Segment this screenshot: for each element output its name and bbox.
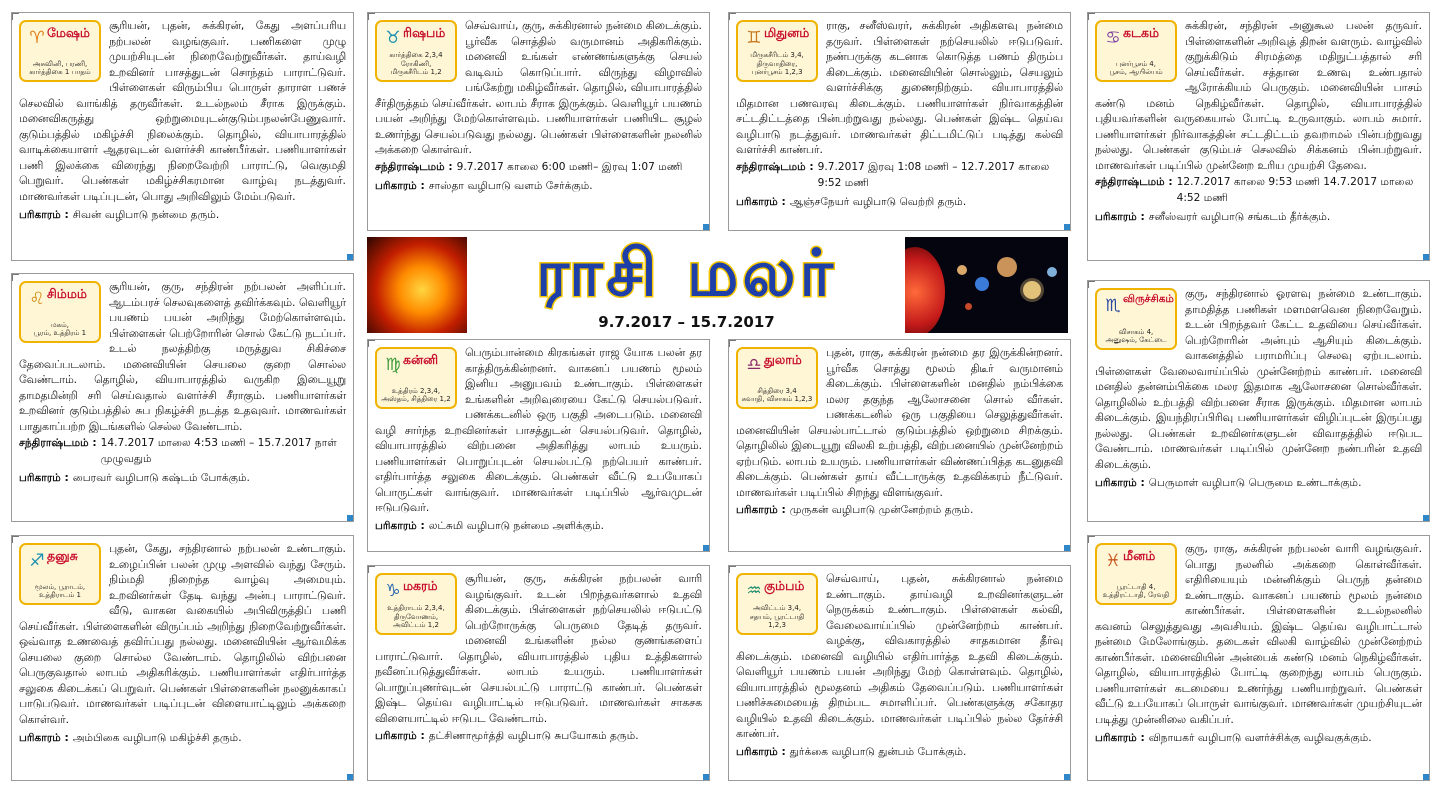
parigaram-value: பெருமாள் வழிபாடு பெருமை உண்டாக்கும். xyxy=(1148,476,1362,489)
planet-icon xyxy=(975,277,989,291)
horoscope-text: செவ்வாய், புதன், சுக்கிரனால் நன்மை உண்டாகும். தாய்வழி உறவினர்களுடன் நெருக்கம் உண்டாகும். பிள்ளைகள் கல்வி, வேலைவாய்ப்பில் முன்னேற்றம் காண்பர். வழக்கு, விவகாரத்தில் சாதகமான தீர்வு கிடைக்கும். மனைவி வழியில் எதிர்பார்த்த உதவி கிடைக்கும். வெளியூர் பயணம் பயன் அறிந்து மேற் கொள்ளவும். தொழில், வியாபாரத்தில் மூலதனம் அதிகம் தேவைப்படும். பணியாளர்கள் பணிச்சுமையைத் திறம்பட சமாளிப்பர். பெண்களுக்கு சகோதர வழியில் உதவி கிடைக்கும். மாணவர்கள் படிப்பில் நல்ல தேர்ச்சி காண்பர். xyxy=(736,572,1063,741)
sign-badge xyxy=(1095,543,1177,605)
sign-stars: கார்த்திகை 2,3,4 ரோகிணி, மிருகசீரிடம் 1,2 xyxy=(389,50,443,77)
sign-name: விருச்சிகம் xyxy=(1123,293,1174,305)
parigaram-label: பரிகாரம் : xyxy=(736,746,786,759)
sign-stars: மகம், பூரம், உத்திரம் 1 xyxy=(33,320,87,338)
sign-name: சிம்மம் xyxy=(47,286,87,301)
parigaram-value: அம்பிகை வழிபாடு மகிழ்ச்சி தரும். xyxy=(72,731,242,744)
chandrashtamam-value: 14.7.2017 மாலை 4:53 மணி – 15.7.2017 நாள் முழுவதும் xyxy=(100,437,337,466)
sign-stars: அசுவினி, பரணி, கார்த்திகை 1 பாதம் xyxy=(29,59,91,77)
solar-system-image xyxy=(905,237,1068,333)
horoscope-text: ராகு, சனீஸ்வரர், சுக்கிரன் அதிகளவு நன்மை தருவர். பிள்ளைகள் நற்செயலில் ஈடுபடுவர். நண்பருக்கு கடனாக கொடுத்த பணம் திரும்ப கிடைக்கும். மனைவியின் சொல்லும், செயலும் வளர்ச்சிக்கு துணைநிற்கும். வியாபாரத்தில் மிதமான பணவரவு கிடைக்கும். பணியாளர்கள் நிர்வாகத்தின் சட்டதிட்டத்தை பின்பற்றுவது நல்லது. பெண்கள் இஷ்ட தெய்வ வழிபாடு நடத்துவர். மாணவர்கள் திட்டமிட்டுப் படித்து கல்வி வளர்ச்சி காண்பர். xyxy=(736,19,1063,157)
sign-card-mithunam xyxy=(728,12,1071,231)
chandrashtamam-row xyxy=(375,160,702,176)
parigaram-row xyxy=(375,519,702,535)
sign-stars: புனர்பூசம் 4, பூசம், ஆயில்யம் xyxy=(1109,59,1163,77)
scorpion-icon: ♏ xyxy=(1105,295,1121,316)
parigaram-value: பைரவர் வழிபாடு கஷ்டம் போக்கும். xyxy=(72,472,250,485)
sign-badge xyxy=(736,347,818,409)
sign-badge xyxy=(19,20,101,82)
sign-badge xyxy=(19,281,101,343)
parigaram-value: முருகன் வழிபாடு முன்னேற்றம் தரும். xyxy=(789,504,974,517)
parigaram-value: தட்சிணாமூர்த்தி வழிபாடு சுபயோகம் தரும். xyxy=(428,730,639,743)
sign-stars: மிருகசீரிடம் 3,4, திருவாதிரை, புனர்பூசம் 1,2,3 xyxy=(750,50,804,77)
planet-icon xyxy=(1047,267,1057,277)
water-bearer-icon: ♒ xyxy=(746,580,762,601)
sun-icon xyxy=(905,247,945,333)
horoscope-text: சூரியன், குரு, சுக்கிரன் நற்பலன் வாரி வழங்குவர். உடன் பிறந்தவர்களால் உதவி கிடைக்கும். பிள்ளைகள் நற்செயலில் ஈடுபட்டு பெற்றோருக்கு பெருமை தேடித் தருவர். மனைவி உங்களின் நல்ல குணங்களைப் பாராட்டுவார். தொழில், வியாபாரத்தில் புதிய உத்திகளால் நவீனப்படுத்துவீர்கள். லாபம் உயரும். பணியாளர்கள் பொறுப்புணர்வுடன் செயல்பட்டு பாராட்டு காண்பர். பெண்கள் இஷ்ட தெய்வ வழிபாட்டில் ஈடுபடுவர். மாணவர்கள் சாகசக விளையாட்டில் ஈடுபட வேண்டாம். xyxy=(375,572,702,725)
twins-icon: ♊ xyxy=(746,27,762,48)
sign-card-magaram xyxy=(367,565,710,781)
chandrashtamam-label: சந்திராஷ்டமம் : xyxy=(1095,176,1173,189)
crab-icon: ♋ xyxy=(1105,27,1121,48)
sign-card-thulam xyxy=(728,339,1071,552)
sun-flare-image xyxy=(367,237,467,333)
lion-icon: ♌ xyxy=(29,288,45,309)
parigaram-row xyxy=(736,745,1063,761)
horoscope-text: குரு, ராகு, சுக்கிரன் நற்பலன் வாரி வழங்குவர். பொது நலனில் அக்கறை கொள்வீர்கள். எதிரியையும் மன்னிக்கும் பெருந் தன்மை உண்டாகும். வாகனப் பயணம் மூலம் நன்மை காண்பீர்கள். பிள்ளைகளின் உடல்நலனில் கவனம் செலுத்துவது அவசியம். இஷ்ட தெய்வ வழிபாட்டால் நன்மை மேலோங்கும். தடைகள் விலகி வாழ்வில் முன்னேற்றம் காண்பீர்கள். மனைவியின் அன்பைக் கண்டு மனம் நெகிழ்வீர்கள். தொழில், வியாபாரத்தில் போட்டி குறைந்து லாபம் பெருகும். பணியாளர்கள் கடமையை உணர்ந்து பணியாற்றுவர். பெண்கள் வீட்டு உபயோகப் பொருள் வாங்குவர். மாணவர்கள் முயற்சியுடன் படித்து முன்னிலை வகிப்பர். xyxy=(1095,542,1422,727)
sign-badge xyxy=(19,543,101,605)
parigaram-label: பரிகாரம் : xyxy=(19,731,69,744)
sign-card-simmam xyxy=(11,273,354,522)
sign-name: ரிஷபம் xyxy=(403,25,446,40)
parigaram-label: பரிகாரம் : xyxy=(1095,211,1145,224)
parigaram-row xyxy=(375,729,702,745)
scales-icon: ♎ xyxy=(746,354,762,375)
parigaram-value: சிவன் வழிபாடு நன்மை தரும். xyxy=(72,208,220,221)
sign-stars: விசாகம் 4, அனுஷம், கேட்டை xyxy=(1105,327,1167,345)
horoscope-text: சூரியன், புதன், சுக்கிரன், கேது அளப்பரிய நற்பலன் வழங்குவர். பணிகளை முழு முயற்சியுடன் நிறைவேற்றுவீர்கள். தாய்வழி உறவினர் பாசத்துடன் சொந்தம் பாராட்டுவர். பிள்ளைகள் விரும்பிய பொருள் தாராள பணச் செலவில் வாங்கித் தருவீர்கள். உடல்நலம் சீராக இருக்கும். மனைவிகருத்து ஒற்றுமையுடன்குடும்பநலன்பேணுவார். குடும்பத்தில் மகிழ்ச்சி நிலைக்கும். தொழில், வியாபாரத்தில் வாடிக்கையாளர் ஆதரவுடன் வளர்ச்சி காண்பீர்கள். பணியாளர்கள் பணி இலக்கை விரைந்து நிறைவேற்றி பாராட்டு, வெகுமதி பெறுவர். பெண்கள் மகிழ்ச்சிகரமான வாழ்வு நடத்துவர். மாணவர்கள் படிப்புடன், பொது அறிவிலும் மேம்படுவர். xyxy=(19,19,346,204)
sign-card-dhanusu xyxy=(11,535,354,781)
chandrashtamam-value: 9.7.2017 காலை 6:00 மணி– இரவு 1:07 மணி xyxy=(456,160,683,173)
parigaram-row xyxy=(19,208,346,224)
sign-stars: உத்திராடம் 2,3,4, திருவோணம், அவிட்டம் 1,2 xyxy=(387,603,445,630)
sign-stars: பூரட்டாதி 4, உத்திரட்டாதி, ரேவதி xyxy=(1102,582,1170,600)
sign-card-kadagam xyxy=(1087,12,1430,261)
parigaram-label: பரிகாரம் : xyxy=(1095,476,1145,489)
parigaram-value: விநாயகர் வழிபாடு வளர்ச்சிக்கு வழிவகுக்கும். xyxy=(1148,731,1372,744)
sign-card-mesham xyxy=(11,12,354,261)
parigaram-value: சனீஸ்வரர் வழிபாடு சங்கடம் தீர்க்கும். xyxy=(1148,211,1331,224)
parigaram-row xyxy=(375,179,702,195)
parigaram-row xyxy=(1095,476,1422,492)
sign-stars: அவிட்டம் 3,4, சதயம், பூரட்டாதி 1,2,3 xyxy=(749,603,805,630)
goat-icon: ♑ xyxy=(385,580,401,601)
maiden-icon: ♍ xyxy=(385,354,401,375)
sign-stars: சித்திரை 3,4 சுவாதி, விசாகம் 1,2,3 xyxy=(741,386,813,404)
sign-name: துலாம் xyxy=(764,352,802,367)
sign-card-kumbam xyxy=(728,565,1071,781)
sign-name: கடகம் xyxy=(1123,25,1159,40)
sign-badge xyxy=(736,20,818,82)
parigaram-label: பரிகாரம் : xyxy=(375,730,425,743)
sign-badge xyxy=(736,573,818,635)
horoscope-text: குரு, சந்திரனால் ஓரளவு நன்மை உண்டாகும். தாமதித்த பணிகள் மளமளவென நிறைவேறும். உடன் பிறந்தவர் கேட்ட உதவியை செய்வீர்கள். பெற்றோரின் அன்பும் ஆசியும் கிடைக்கும். வாகனத்தில் பராமரிப்பு செலவு ஏற்படலாம். பிள்ளைகள் வேலைவாய்ப்பில் முன்னேற்றம் காண்பர். மனைவி மனதில் தன்னம்பிக்கை மலர இதமாக ஆலோசனை சொல்வீர்கள். தொழிலில் உற்பத்தி விற்பனை சீராக இருக்கும். மிதமான லாபம் கிடைக்கும். இயந்திரப்பிரிவு பணியாளர்கள் விழிப்புடன் இருப்பது நல்லது. பெண்கள் உறவினர்களுடன் விவாதத்தில் ஈடுபட வேண்டாம். மாணவர்கள் படிப்பில் முன்னேற நண்பரின் உதவி கிடைக்கும். xyxy=(1095,287,1422,472)
banner-title: ராசி மலர் xyxy=(536,237,837,311)
horoscope-text: சூரியன், குரு, சந்திரன் நற்பலன் அளிப்பர். ஆடம்பரச் செலவுகளைத் தவிர்க்கவும். வெளியூர் பயணம் பயன் அறிந்து மேற்கொள்ளவும். பிள்ளைகள் பெற்றோரின் சொல் கேட்டு நடப்பர். உடல் நலத்திற்கு மருத்துவ சிகிச்சை தேவைப்படலாம். மனைவியின் செயலை குறை சொல்ல வேண்டாம். தொழில், வியாபாரத்தில் வருகிற இடையூறு தாமதமின்றி சரி செய்வதால் வளர்ச்சி சீராகும். பணியாளர்கள் உறவினர் குடும்பத்தில் சுப நிகழ்ச்சி நடத்த உதவுவர். மாணவர்கள் பாதுகாப்பற்ற இடங்களில் செல்ல வேண்டாம். xyxy=(19,280,346,433)
parigaram-label: பரிகாரம் : xyxy=(736,504,786,517)
bull-icon: ♉ xyxy=(385,27,401,48)
parigaram-value: ஆஞ்சநேயர் வழிபாடு வெற்றி தரும். xyxy=(789,195,967,208)
parigaram-row xyxy=(19,471,346,487)
parigaram-row xyxy=(1095,210,1422,226)
sign-name: மேஷம் xyxy=(47,25,90,40)
sign-badge xyxy=(375,20,457,82)
parigaram-value: சாஸ்தா வழிபாடு வளம் சேர்க்கும். xyxy=(428,179,593,192)
parigaram-label: பரிகாரம் : xyxy=(736,195,786,208)
parigaram-value: லட்சுமி வழிபாடு நன்மை அளிக்கும். xyxy=(428,520,604,533)
horoscope-text: புதன், ராகு, சுக்கிரன் நன்மை தர இருக்கின்றனர். பூர்வீக சொத்து மூலம் திடீர் வருமானம் கிடைக்கும். பிள்ளைகளின் மனதில் நம்பிக்கை மலர தகுந்த ஆலோசனை சொல் வீர்கள். பணக்கடனில் ஒரு பகுதியை செலுத்துவீர்கள். மனைவியின் செயல்பாட்டால் குடும்பத்தில் ஒற்றுமை சிறக்கும். தொழிலில் இடையூறு விலகி உற்பத்தி, விற்பனையில் முன்னேற்றம் ஏற்படும். லாபம் உயரும். பணியாளர்கள் விண்ணப்பித்த கடனுதவி கிடைக்கும். பெண்கள் தாய் வீட்டாருக்கு உதவிக்கரம் நீட்டுவர். மாணவர்கள் படிப்பில் சிறந்து விளங்குவர். xyxy=(736,346,1063,499)
sign-name: கன்னி xyxy=(403,352,439,367)
chandrashtamam-row xyxy=(19,436,346,468)
chandrashtamam-row xyxy=(736,160,1063,192)
sign-badge xyxy=(375,347,457,409)
rasi-malar-banner xyxy=(367,237,1068,333)
planet-icon xyxy=(997,257,1017,277)
sign-card-rishabam xyxy=(367,12,710,231)
sign-badge xyxy=(375,573,457,635)
horoscope-text: பெரும்பான்மை கிரகங்கள் ராஜ யோக பலன் தர காத்திருக்கின்றனர். வாகனப் பயணம் மூலம் இனிய அனுபவம் உண்டாகும். பிள்ளைகள் உங்களின் அறிவுரையை கேட்டு செயல்படுவர். பணக்கடனில் ஒரு பகுதி அடைபடும். மனைவி வழி சார்ந்த உறவினர்கள் பாசத்துடன் செயல்படுவர். தொழில், வியாபாரத்தில் விற்பனை அதிகரித்து லாபம் உயரும். பணியாளர்கள் பொறுப்புடன் செயல்பட்டு நற்பெயர் காண்பர். எதிர்பார்த்த சலுகை கிடைக்கும். பெண்கள் வீட்டு உபயோகப் பொருட்கள் வாங்குவர். மாணவர்கள் படிப்பில் ஆர்வமுடன் ஈடுபடுவர். xyxy=(375,346,702,515)
chandrashtamam-value: 12.7.2017 காலை 9:53 மணி 14.7.2017 மாலை 4:52 மணி xyxy=(1176,176,1414,205)
parigaram-row xyxy=(19,731,346,747)
horoscope-text: சுக்கிரன், சந்திரன் அனுகூல பலன் தருவர். பிள்ளைகளின் அறிவுத் திறன் வளரும். வாழ்வில் குறுக்கிடும் சிரமத்தை மதிநுட்பத்தால் சரி செய்வீர்கள். சத்தான உணவு உண்பதால் ஆரோக்கியம் பெருகும். மனைவியின் பாசம் கண்டு மனம் நெகிழ்வீர்கள். தொழில், வியாபாரத்தில் புதியவர்களின் வருகையால் போட்டி உருவாகும். லாபம் சுமார். பணியாளர்கள் நிர்வாகத்தின் சட்டதிட்டம் தவறாமல் பின்பற்றுவது நல்லது. பெண்கள் குடும்பச் செலவில் சிக்கனம் பின்பற்றுவர். மாணவர்கள் படிப்பில் முன்னேற உரிய முயற்சி தேவை. xyxy=(1095,19,1422,172)
planet-icon xyxy=(965,303,972,310)
sign-card-meenam xyxy=(1087,535,1430,781)
saturn-icon xyxy=(1023,281,1041,299)
horoscope-text: செவ்வாய், குரு, சுக்கிரனால் நன்மை கிடைக்கும். பூர்வீக சொத்தில் வருமானம் அதிகரிக்கும். மனைவி உங்கள் எண்ணங்களுக்கு செயல் வடிவம் கொடுப்பார். விருந்து விழாவில் பங்கேற்று மகிழ்வீர்கள். தொழில், வியாபாரத்தில் சீர்திருத்தம் செய்வீர்கள். லாபம் சீராக இருக்கும். வெளியூர் பயணம் பயன் அறிந்து மேற்கொள்ளவும். பணியாளர்கள் பணியிட சூழல் உணர்ந்து செயல்படுவது நல்லது. பெண்கள் பிள்ளைகளின் நலனில் அக்கறை கொள்வர். xyxy=(375,19,702,157)
horoscope-text: புதன், கேது, சந்திரனால் நற்பலன் உண்டாகும். உழைப்பின் பலன் முழு அளவில் வந்து சேரும். நிம்மதி நிறைந்த வாழ்வு அமையும். உறவினர்கள் தேடி வந்து அன்பு பாராட்டுவர். வீடு, வாகன வகையில் அபிவிருத்திப் பணி செய்வீர்கள். பிள்ளைகளின் விருப்பம் அறிந்து நிறைவேற்றுவீர்கள். ஒவ்வாத உணவைத் தவிர்ப்பது நல்லது. மனைவியின் ஆர்வமிக்க செயலை குறை சொல்ல வேண்டாம். தொழிலில் விற்பனை பெருகுவதால் லாபம் அதிகரிக்கும். பணியாளர்கள் எதிர்பார்த்த சலுகை கிடைக்கப் பெறுவர். பெண்கள் பிள்ளைகளின் நலனுக்காகப் பாடுபடுவர். மாணவர்கள் படிப்புடன் விளையாட்டிலும் அக்கறை கொள்வர். xyxy=(19,542,346,727)
sign-stars: உத்திரம் 2,3,4, அஸ்தம், சித்திரை 1,2 xyxy=(381,386,451,404)
parigaram-label: பரிகாரம் : xyxy=(375,520,425,533)
sign-name: மிதுனம் xyxy=(764,25,810,40)
sign-name: மீனம் xyxy=(1123,548,1156,563)
planet-icon xyxy=(957,265,967,275)
fish-icon: ♓ xyxy=(1105,550,1121,571)
chandrashtamam-label: சந்திராஷ்டமம் : xyxy=(375,160,453,173)
ram-icon: ♈ xyxy=(29,27,45,48)
chandrashtamam-label: சந்திராஷ்டமம் : xyxy=(19,437,97,450)
sign-name: கும்பம் xyxy=(764,578,805,593)
chandrashtamam-label: சந்திராஷ்டமம் : xyxy=(736,160,814,173)
banner-dates: 9.7.2017 – 15.7.2017 xyxy=(598,313,775,331)
parigaram-value: துர்க்கை வழிபாடு துன்பம் போக்கும். xyxy=(789,746,967,759)
parigaram-label: பரிகாரம் : xyxy=(1095,731,1145,744)
sign-badge xyxy=(1095,20,1177,82)
parigaram-row xyxy=(1095,731,1422,747)
sign-name: மகரம் xyxy=(403,578,438,593)
sign-stars: மூலம், பூராடம், உத்திராடம் 1 xyxy=(34,582,86,600)
archer-icon: ♐ xyxy=(29,550,45,571)
parigaram-row xyxy=(736,503,1063,519)
parigaram-label: பரிகாரம் : xyxy=(375,179,425,192)
sign-card-viruchigam xyxy=(1087,280,1430,522)
parigaram-label: பரிகாரம் : xyxy=(19,208,69,221)
parigaram-label: பரிகாரம் : xyxy=(19,472,69,485)
sign-badge xyxy=(1095,288,1177,350)
parigaram-row xyxy=(736,195,1063,211)
sign-name: தனுசு xyxy=(47,548,78,563)
chandrashtamam-row xyxy=(1095,175,1422,207)
sign-card-kanni xyxy=(367,339,710,552)
chandrashtamam-value: 9.7.2017 இரவு 1:08 மணி – 12.7.2017 காலை 9:52 மணி xyxy=(817,160,1050,189)
